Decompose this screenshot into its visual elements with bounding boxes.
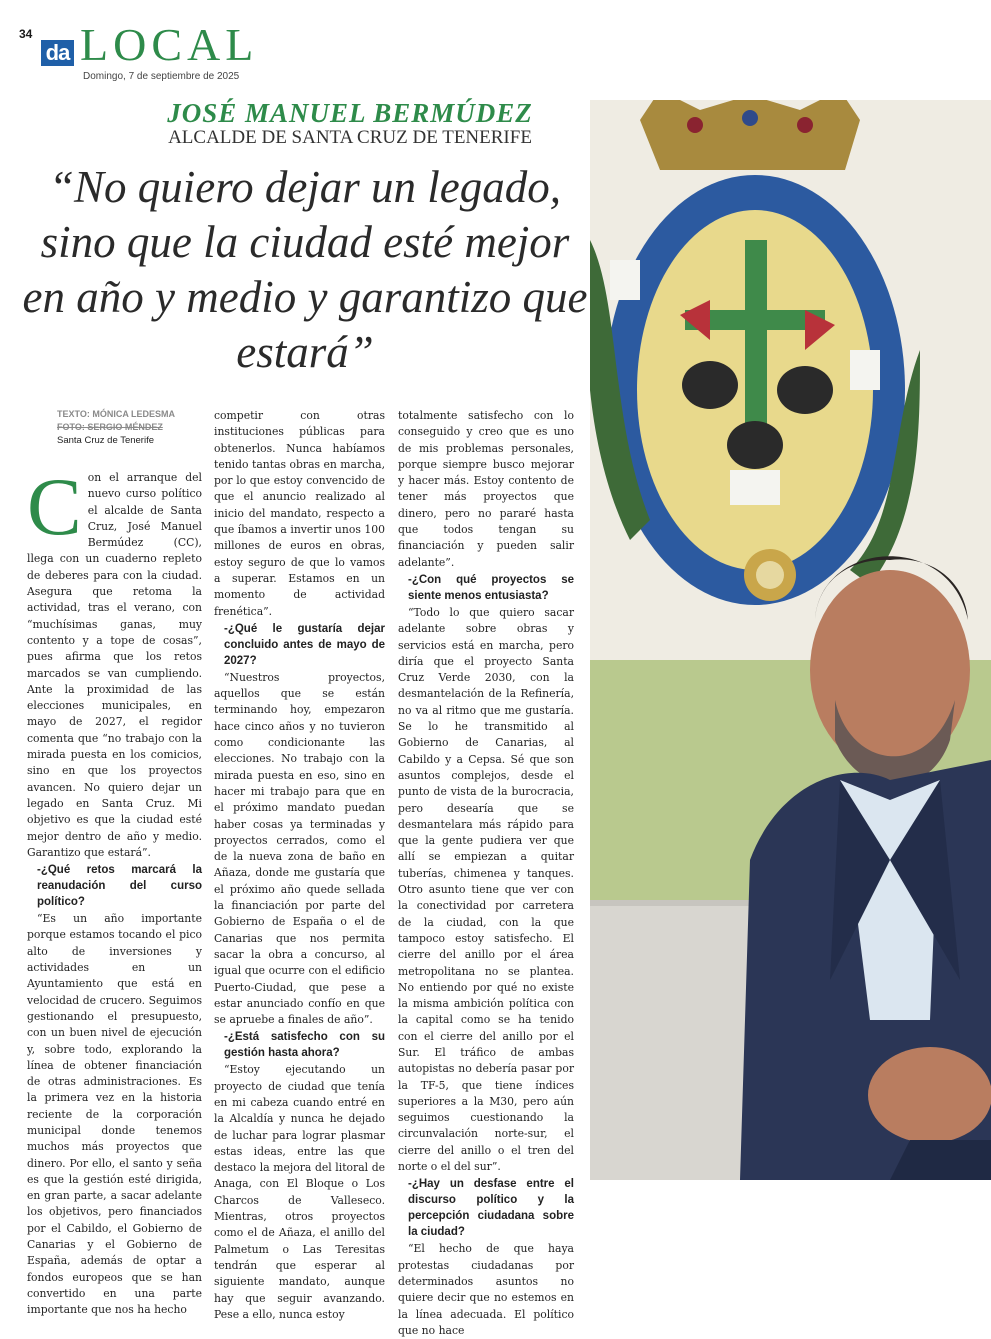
- byline: [57, 408, 175, 447]
- answer-5: “El hecho de que haya protestas ciudadanas por determinados asuntos no quiere decir que no estemos en la línea adecuada. El político que no hace: [398, 1242, 574, 1337]
- newspaper-logo: da: [41, 40, 74, 66]
- interviewee-name: JOSÉ MANUEL BERMÚDEZ: [167, 98, 533, 128]
- answer-1: “Es un año importante porque estamos tocando el pico alto de inversiones y actividades en un Ayuntamiento que está en velocidad de crucero. Seguimos gestionando el presupuesto, con un buen nivel de ejecución y, sobre todo, explorando la línea de obtener financiación de otras administraciones. Es la primera vez en la historia reciente de la corporación municipal donde tenemos muchos más proyectos que dinero. Por ello, el santo y seña es que la gestión esté dirigida, en gran parte, a sacar adelante los objetivos, pero financiados por el Cabildo, el Gobierno de Canarias y el Gobierno de España, además de optar a fondos europeos que se han convertido en una parte importante que nos ha hecho: [27, 912, 202, 1317]
- article-column-1: [27, 461, 202, 1319]
- mayor-photo: [590, 100, 991, 1180]
- article-column-2: [214, 408, 385, 1323]
- answer-4: “Todo lo que quiero sacar adelante sobre obras y servicios está en marcha, pero diría que el proyecto Santa Cruz Verde 2030, con la desmantelación de la Refinería, no va al ritmo que me gustaría. Se lo he transmitido al Gobierno de Canarias, al Cabildo y a Cepsa. Sé que son asuntos complejos, desde el punto de vista de la burocracia, pero desearía que se desmantelara más rápido para que la gente pudiera ver que allí se empiezan a quitar tuberías, chimenea y tanques. Otro asunto tiene que ver con la conectividad por carretera de la ciudad, con la que tampoco estoy satisfecho. El cierre del anillo por el área metropolitana no se plantea. No entiendo por qué no existe la misma ambición política con la capital como se ha tenido con el cierre del anillo por el Sur. El tráfico de ambas autopistas no debería pasar por la TF-5, que tiene índices superiores a la M30, pero aún seguimos cuestionando la circunvalación norte-sur, el cierre del anillo o el tren del norte o el del sur”.: [398, 605, 574, 1174]
- author-credit: TEXTO: MÓNICA LEDESMA: [57, 409, 176, 419]
- interviewee-role: ALCALDE DE SANTA CRUZ DE TENERIFE: [168, 127, 532, 148]
- answer-3-continued: totalmente satisfecho con lo conseguido y creo que es uno de mis problemas personales, porque siempre busco mejorar y hacer más. Estoy contento de tener más proyectos que dinero, pero no pararé hasta que todos tengan su financiación y pueden salir adelante”.: [398, 409, 574, 569]
- question-4: -¿Con qué proyectos se siente menos entusiasta?: [408, 573, 574, 602]
- answer-2: “Nuestros proyectos, aquellos que se están terminando hoy, empezaron hace cinco años y no tuvieron como condicionante las elecciones. No trabajo con la mirada puesta en eso, sino en hacer mi trabajo para que en el próximo mandato puedan haber cosas ya terminadas y proyectos cerrados, como el de la nueva zona de baño en Añaza, donde me gustaría que el próximo año quede sellada la financiación por parte del Gobierno de España o el de Canarias que nos permita sacar la obra a concurso, al igual que ocurre con el edificio Puerto-Ciudad, que pese a estar anunciado confío en que se apruebe a finales de año”.: [214, 670, 385, 1027]
- question-5: -¿Hay un desfase entre el discurso político y la percepción ciudadana sobre la ciudad?: [408, 1178, 574, 1239]
- page-number: 34: [19, 27, 33, 41]
- drop-cap: C: [27, 461, 82, 552]
- answer-1-continued: competir con otras instituciones públicas para obtenerlos. Nunca habíamos tenido tantas obras en marcha, por lo que estoy convencido de que el anuncio realizado al inicio del mandato, respecto a que íbamos a invertir unos 100 millones de euros en obras, estoy seguro de que lo vamos a superar. Estamos en un momento de actividad frenética”.: [214, 409, 385, 618]
- section-title: LOCAL: [80, 19, 259, 70]
- headline: “No quiero dejar un legado, sino que la ciudad esté mejor en año y medio y garantizo que estará”: [22, 162, 588, 377]
- byline-location: Santa Cruz de Tenerife: [57, 435, 154, 446]
- publication-date: Domingo, 7 de septiembre de 2025: [83, 71, 240, 82]
- photo-credit: FOTO: SERGIO MÉNDEZ: [57, 422, 163, 432]
- intro-paragraph: on el arranque del nuevo curso político el alcalde de Santa Cruz, José Manuel Bermúdez (CC), llega con un cuaderno repleto de deberes para con la ciudad. Asegura que retoma la actividad, tras el verano, con “muchísimas ganas, muy contento y a tope de cosas”, pues afirma que los retos marcados se van cumpliendo. Ante la proximidad de las elecciones municipales, en mayo de 2027, el regidor comenta que “no trabajo con la mirada puesta en los comicios, sino en que los proyectos avancen. No quiero dejar un legado en Santa Cruz. Mi objetivo es que la ciudad esté mejor dentro de año y medio. Garantizo que estará”.: [27, 471, 202, 859]
- article-column-3: [398, 408, 574, 1339]
- masthead: [0, 0, 991, 95]
- answer-3: “Estoy ejecutando un proyecto de ciudad que tenía en mi cabeza cuando entré en la Alcaldía y nunca he dejado de luchar para lograr plasmar estas ideas, entre las que destaco la mejora del litoral de Anaga, con El Bloque o Los Charcos de Valleseco. Mientras, otros proyectos como el de Añaza, el anillo del Palmetum o Las Teresitas tendrán que esperar al siguiente mandato, aunque hay que seguir avanzando. Pese a ello, nunca estoy: [214, 1063, 385, 1321]
- question-2: -¿Qué le gustaría dejar concluido antes de mayo de 2027?: [224, 622, 385, 667]
- question-1: -¿Qué retos marcará la reanudación del curso político?: [37, 864, 202, 909]
- mayor-portrait-icon: [590, 100, 991, 1180]
- question-3: -¿Está satisfecho con su gestión hasta ahora?: [224, 1031, 385, 1060]
